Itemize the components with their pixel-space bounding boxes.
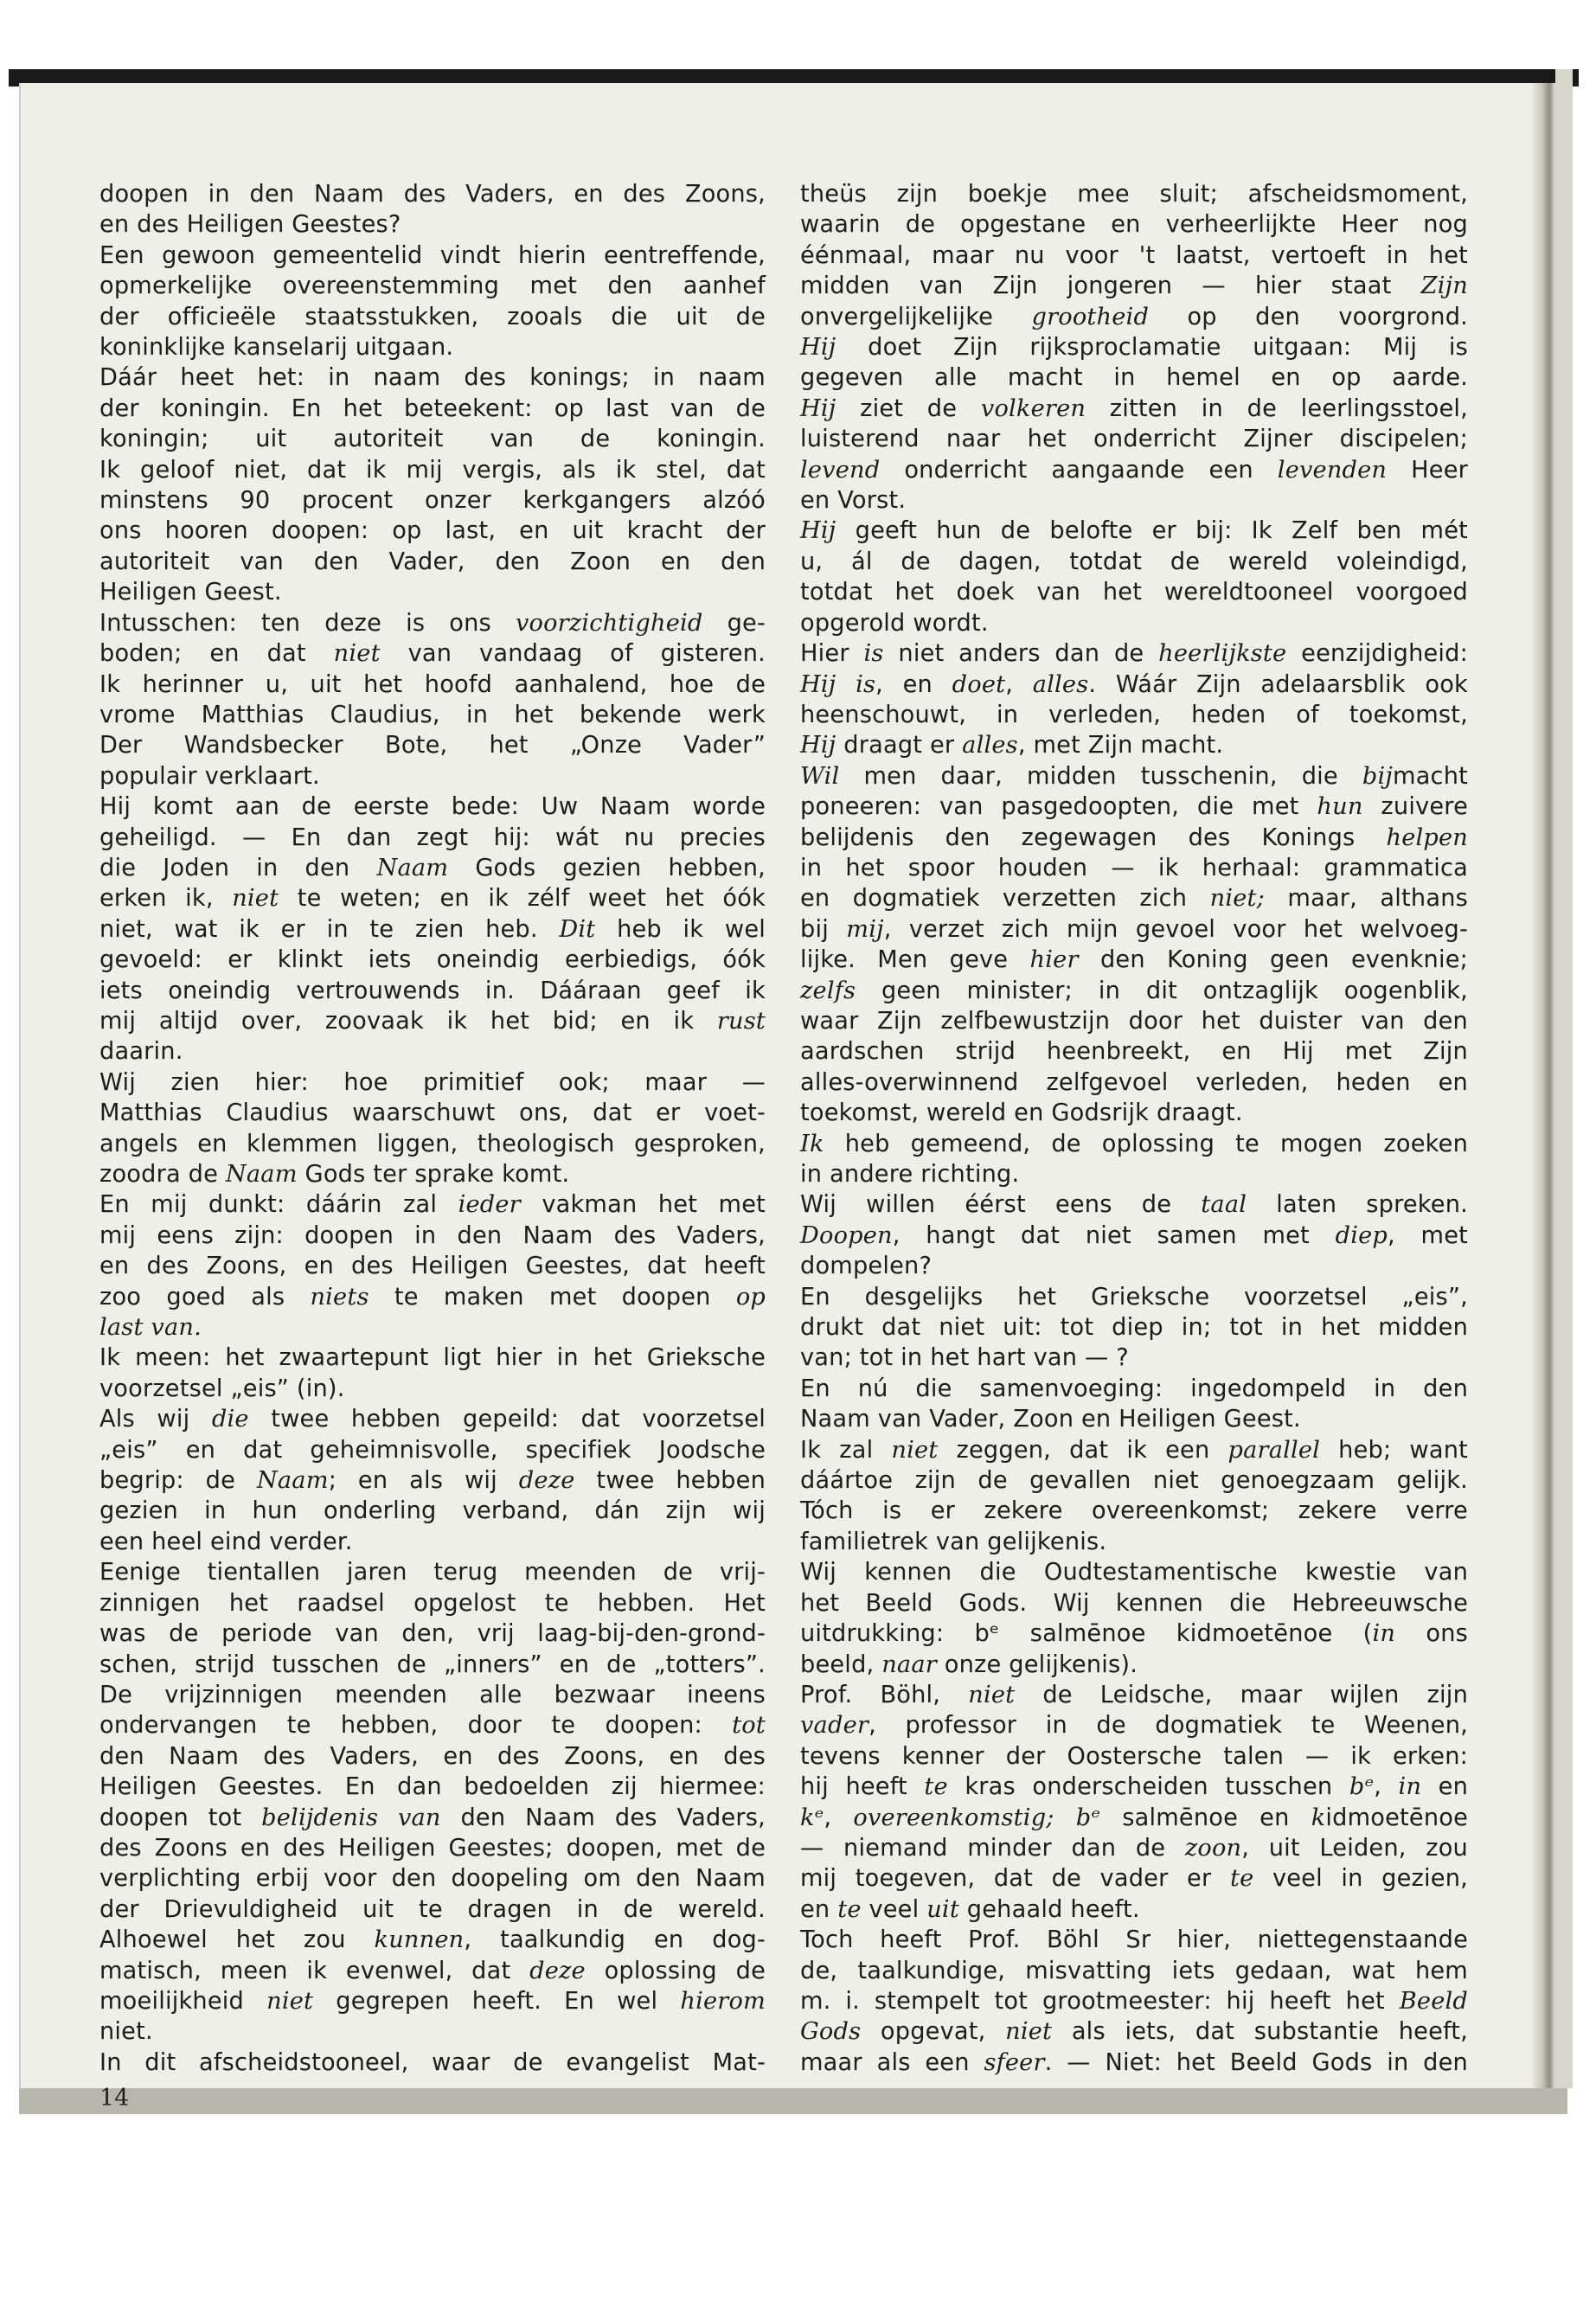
right-column-line: Hij geeft hun de belofte er bij: Ik Zelf ben mét	[800, 517, 1468, 545]
left-column-line: begrip: de Naam; en als wij deze twee hebben	[99, 1467, 766, 1495]
left-column-line: doopen in den Naam des Vaders, en des Zoons,	[99, 181, 766, 208]
left-column-line: des Zoons en des Heiligen Geestes; doopen, met de	[99, 1834, 766, 1862]
page-gutter-edge	[1533, 83, 1555, 2088]
left-column-line: niet.	[99, 2018, 153, 2046]
left-column-line: Alhoewel het zou kunnen, taalkundig en dog-	[99, 1926, 766, 1954]
left-column-line: Heiligen Geestes. En dan bedoelden zij hiermee:	[99, 1773, 766, 1801]
italic-emphasis: zelfs	[800, 977, 856, 1004]
right-column-line: Gods opgevat, niet als iets, dat substantie heeft,	[800, 2018, 1468, 2046]
italic-emphasis: helpen	[1386, 824, 1468, 851]
italic-emphasis: hun	[1317, 793, 1363, 821]
right-column-line: tevens kenner der Oostersche talen — ik erken:	[800, 1742, 1468, 1770]
right-column-line: En desgelijks het Grieksche voorzetsel „eis”,	[800, 1283, 1468, 1311]
right-column-line: mij toegeven, dat de vader er te veel in gezien,	[800, 1865, 1468, 1893]
italic-emphasis: rust	[716, 1007, 766, 1035]
italic-emphasis: Hij	[800, 732, 836, 760]
italic-emphasis: niet	[891, 1436, 939, 1464]
italic-emphasis: bij	[1362, 762, 1394, 790]
left-column-line: Een gewoon gemeentelid vindt hierin eentreffende,	[99, 241, 766, 269]
right-column-line: Hij ziet de volkeren zitten in de leerlingsstoel,	[800, 394, 1469, 422]
left-column-line: der koningin. En het beteekent: op last van de	[99, 394, 766, 422]
italic-emphasis: Hij	[800, 394, 836, 422]
right-column-line: uitdrukking: bᵉ salmēnoe kidmoetēnoe (in ons	[800, 1620, 1468, 1648]
italic-emphasis: niet	[968, 1681, 1016, 1708]
left-column-line: opmerkelijke overeenstemming met den aanhef	[99, 272, 766, 300]
right-column-line: Wij willen éérst eens de taal laten spreken.	[800, 1191, 1468, 1219]
right-column-line: familietrek van gelijkenis.	[800, 1528, 1107, 1555]
left-column-line: was de periode van den, vrij laag-bij-den-grond-	[99, 1620, 766, 1648]
italic-emphasis: ieder	[458, 1191, 521, 1219]
right-column-line: luisterend naar het onderricht Zijner discipelen;	[800, 426, 1468, 453]
italic-emphasis: hierom	[680, 1987, 766, 2015]
italic-emphasis: Zijn	[1420, 272, 1468, 300]
left-text-column	[99, 179, 766, 2078]
italic-emphasis: sfeer	[984, 2048, 1045, 2076]
italic-emphasis: bᵉ	[1349, 1773, 1375, 1801]
right-column-line: en dogmatiek verzetten zich niet; maar, althans	[800, 885, 1468, 913]
italic-emphasis: voorzichtigheid	[515, 609, 703, 637]
right-column-line: waarin de opgestane en verheerlijkte Heer nog	[800, 211, 1468, 239]
right-column-line: het Beeld Gods. Wij kennen die Hebreeuwsche	[800, 1589, 1468, 1617]
italic-emphasis: heerlijkste	[1158, 640, 1287, 668]
italic-emphasis: Hij	[800, 517, 836, 545]
italic-emphasis: tot	[732, 1712, 766, 1740]
italic-emphasis: Naam	[256, 1467, 329, 1495]
left-column-line: schen, strijd tusschen de „inners” en de „totters”.	[99, 1650, 766, 1678]
right-column-line: dáártoe zijn de gevallen niet genoegzaam gelijk.	[800, 1467, 1468, 1495]
right-column-line: de, taalkundige, misvatting iets gedaan, wat hem	[800, 1957, 1468, 1984]
italic-emphasis: niet	[232, 885, 279, 913]
right-column-line: belijdenis den zegewagen des Konings helpen	[800, 824, 1468, 851]
right-column-line: heenschouwt, in verleden, heden of toekomst,	[800, 701, 1468, 728]
italic-emphasis: Doopen	[800, 1221, 893, 1249]
left-column-line: daarin.	[99, 1038, 183, 1066]
left-column-line: erken ik, niet te weten; en ik zélf weet het óók	[99, 885, 766, 913]
left-column-line: der Drievuldigheid uit te dragen in de wereld.	[99, 1895, 766, 1923]
italic-emphasis: volkeren	[980, 394, 1086, 422]
italic-emphasis: te	[837, 1895, 862, 1923]
right-column-line: Doopen, hangt dat niet samen met diep, met	[800, 1221, 1468, 1249]
left-column-line: populair verklaart.	[99, 762, 320, 790]
italic-emphasis: diep	[1335, 1221, 1388, 1249]
right-column-line: onvergelijkelijke grootheid op den voorgrond.	[800, 303, 1468, 330]
left-column-line: een heel eind verder.	[99, 1528, 353, 1555]
right-column-line: aardschen strijd heenbreekt, en Hij met Zijn	[800, 1038, 1468, 1066]
left-column-line: Heiligen Geest.	[99, 579, 282, 606]
right-column-line: — niemand minder dan de zoon, uit Leiden, zou	[800, 1834, 1468, 1862]
italic-emphasis: mij	[846, 915, 884, 943]
italic-emphasis: Naam	[376, 854, 449, 881]
italic-emphasis: niet	[266, 1987, 314, 2015]
left-column-line	[99, 1312, 766, 1343]
right-column-line: van; tot in het hart van — ?	[800, 1344, 1129, 1372]
italic-emphasis: niets	[310, 1283, 369, 1311]
left-column-line: der officieële staatsstukken, zooals die uit de	[99, 303, 766, 330]
right-column-line: zelfs geen minister; in dit ontzaglijk oogenblik,	[800, 977, 1468, 1004]
scan-border-right	[1555, 69, 1573, 2088]
left-column-line: Der Wandsbecker Bote, het „Onze Vader”	[99, 732, 766, 760]
right-column-line: Ik zal niet zeggen, dat ik een parallel heb; want	[800, 1436, 1468, 1464]
italic-emphasis: die	[211, 1406, 249, 1433]
left-column-line: vrome Matthias Claudius, in het bekende werk	[99, 701, 766, 728]
left-column-line: matisch, meen ik evenwel, dat deze oplossing de	[99, 1957, 766, 1984]
right-column-line: Toch heeft Prof. Böhl Sr hier, niettegenstaande	[800, 1926, 1468, 1954]
italic-emphasis: alles	[1032, 670, 1089, 698]
left-column-line: verplichting erbij voor den doopeling om den Naam	[99, 1865, 766, 1893]
left-column-line: niet, wat ik er in te zien heb. Dit heb ik wel	[99, 915, 766, 943]
right-column-line: gegeven alle macht in hemel en op aarde.	[800, 364, 1468, 392]
left-column-line: Matthias Claudius waarschuwt ons, dat er voet-	[99, 1099, 766, 1127]
left-column-line: In dit afscheidstooneel, waar de evangelist Mat-	[99, 2048, 766, 2076]
left-column-line: Ik geloof niet, dat ik mij vergis, als ik stel, dat	[99, 456, 766, 484]
left-column-line: voorzetsel „eis” (in).	[99, 1375, 345, 1402]
italic-emphasis: hier	[1029, 946, 1079, 974]
left-column-line: koninklijke kanselarij uitgaan.	[99, 334, 454, 362]
italic-emphasis: Hij	[800, 334, 836, 362]
right-column-line: opgerold wordt.	[800, 609, 989, 637]
left-column-line: mij eens zijn: doopen in den Naam des Vaders,	[99, 1221, 766, 1249]
italic-emphasis: zoon	[1184, 1834, 1242, 1862]
italic-emphasis: deze	[529, 1957, 586, 1984]
italic-emphasis: deze	[518, 1467, 575, 1495]
italic-emphasis: Naam	[225, 1161, 298, 1188]
right-column-line: totdat het doek van het wereldtooneel voorgoed	[800, 579, 1468, 606]
left-column-line: geheiligd. — En dan zegt hij: wát nu precies	[99, 824, 766, 851]
right-column-line: Naam van Vader, Zoon en Heiligen Geest.	[800, 1406, 1301, 1433]
italic-emphasis: kunnen	[374, 1926, 465, 1954]
italic-emphasis: vader	[800, 1712, 869, 1740]
left-column-line: Ik meen: het zwaartepunt ligt hier in het Grieksche	[99, 1344, 766, 1372]
left-column-line: De vrijzinnigen meenden alle bezwaar ineens	[99, 1681, 766, 1708]
right-column-line: u, ál de dagen, totdat de wereld voleindigd,	[800, 548, 1468, 575]
left-column-line: Als wij die twee hebben gepeild: dat voorzetsel	[99, 1406, 766, 1433]
right-column-line: kᵉ, overeenkomstig; bᵉ salmēnoe en kidmoetēnoe	[800, 1804, 1469, 1831]
italic-emphasis: naar	[881, 1650, 937, 1678]
italic-emphasis: belijdenis van	[261, 1804, 441, 1831]
right-column-line: vader, professor in de dogmatiek te Weenen,	[800, 1712, 1468, 1740]
italic-emphasis: bᵉ	[1075, 1804, 1101, 1831]
scan-border-bottom	[19, 2088, 1567, 2114]
left-column-line: den Naam des Vaders, en des Zoons, en des	[99, 1742, 766, 1770]
left-column-line: angels en klemmen liggen, theologisch gesproken,	[99, 1130, 766, 1157]
left-column-line: „eis” en dat geheimnisvolle, specifiek Joodsche	[99, 1436, 766, 1464]
italic-emphasis: parallel	[1227, 1436, 1321, 1464]
left-column-line: gevoeld: er klinkt iets oneindig eerbiedigs, óók	[99, 946, 766, 974]
left-column-line: ons hooren doopen: op last, en uit kracht der	[99, 517, 766, 545]
left-column-line: zoodra de Naam Gods ter sprake komt.	[99, 1161, 570, 1188]
left-column-line: doopen tot belijdenis van den Naam des Vaders,	[99, 1804, 766, 1831]
right-column-line: Prof. Böhl, niet de Leidsche, maar wijlen zijn	[800, 1681, 1468, 1708]
right-column-line: drukt dat niet uit: tot diep in; tot in het midden	[800, 1314, 1468, 1342]
right-column-line: Hij draagt er alles, met Zijn macht.	[800, 732, 1224, 760]
right-column-line: beeld, naar onze gelijkenis).	[800, 1650, 1138, 1678]
italic-emphasis: Ik	[800, 1130, 824, 1157]
italic-emphasis: taal	[1201, 1191, 1247, 1219]
left-column-line: zoo goed als niets te maken met doopen op	[99, 1283, 766, 1311]
right-column-line: éénmaal, maar nu voor 't laatst, vertoeft in het	[800, 241, 1468, 269]
left-column-line: koningin; uit autoriteit van de koningin.	[99, 426, 766, 453]
right-column-line: Wil men daar, midden tusschenin, die bijmacht	[800, 762, 1468, 790]
italic-emphasis: te	[1229, 1865, 1254, 1893]
right-column-line: maar als een sfeer. — Niet: het Beeld Gods in den	[800, 2048, 1468, 2076]
italic-emphasis: Gods	[800, 2018, 862, 2046]
left-column-line: Ik herinner u, uit het hoofd aanhalend, hoe de	[99, 670, 766, 698]
right-column-line: en Vorst.	[800, 487, 907, 515]
italic-emphasis: niet;	[1209, 885, 1265, 913]
right-column-line: lijke. Men geve hier den Koning geen evenknie;	[800, 946, 1468, 974]
left-column-line: Wij zien hier: hoe primitief ook; maar —	[99, 1068, 766, 1096]
italic-emphasis: Hij is	[800, 670, 876, 698]
italic-emphasis: grootheid	[1031, 303, 1150, 330]
right-column-line: Ik heb gemeend, de oplossing te mogen zoeken	[800, 1130, 1468, 1157]
italic-emphasis: kᵉ	[800, 1804, 824, 1831]
italic-emphasis: op	[735, 1283, 766, 1311]
right-column-line: Wij kennen die Oudtestamentische kwestie van	[800, 1559, 1468, 1586]
right-text-column	[800, 179, 1468, 2078]
right-column-line: theüs zijn boekje mee sluit; afscheidsmoment,	[800, 181, 1468, 208]
italic-emphasis: Beeld	[1399, 1987, 1468, 2015]
right-column-line: Tóch is er zekere overeenkomst; zekere verre	[800, 1497, 1468, 1525]
left-column-line: minstens 90 procent onzer kerkgangers alzóó	[99, 487, 766, 515]
right-column-line: En nú die samenvoeging: ingedompeld in den	[800, 1375, 1468, 1402]
left-column-line: gezien in hun onderling verband, dán zijn wij	[99, 1497, 766, 1525]
right-column-line: levend onderricht aangaande een levenden Heer	[800, 456, 1469, 484]
italic-emphasis: k	[1311, 1804, 1326, 1831]
left-column-line: boden; en dat niet van vandaag of gisteren.	[99, 640, 766, 668]
italic-emphasis: niet	[1005, 2018, 1053, 2046]
italic-emphasis: last van.	[99, 1314, 202, 1342]
right-column-line: dompelen?	[800, 1253, 933, 1280]
left-column-line: en des Heiligen Geestes?	[99, 211, 401, 239]
right-column-line: Hij doet Zijn rijksproclamatie uitgaan: Mij is	[800, 334, 1468, 362]
italic-emphasis: te	[924, 1773, 948, 1801]
italic-emphasis: Dit	[559, 915, 596, 943]
right-column-line: poneeren: van pasgedoopten, die met hun zuivere	[800, 793, 1469, 821]
right-column-line: in andere richting.	[800, 1161, 1020, 1188]
italic-emphasis: is	[863, 640, 884, 668]
right-column-line: waar Zijn zelfbewustzijn door het duister van den	[800, 1007, 1468, 1035]
italic-emphasis: alles	[962, 732, 1018, 760]
italic-emphasis: Wil	[800, 762, 840, 790]
page-number: 14	[99, 2085, 130, 2112]
left-column-line: moeilijkheid niet gegrepen heeft. En wel hierom	[99, 1987, 766, 2015]
italic-emphasis: levenden	[1277, 456, 1388, 484]
right-column-line: in het spoor houden — ik herhaal: grammatica	[800, 854, 1468, 881]
left-column-line: ondervangen te hebben, door te doopen: tot	[99, 1712, 766, 1740]
right-column-line: alles-overwinnend zelfgevoel verleden, heden en	[800, 1068, 1468, 1096]
right-column-line: Hier is niet anders dan de heerlijkste eenzijdigheid:	[800, 640, 1469, 668]
right-column-line: m. i. stempelt tot grootmeester: hij heeft het Beeld	[800, 1987, 1468, 2015]
left-column-line: Eenige tientallen jaren terug meenden de vrij-	[99, 1559, 766, 1586]
left-column-line: En mij dunkt: dáárin zal ieder vakman het met	[99, 1191, 766, 1219]
left-column-line: Hij komt aan de eerste bede: Uw Naam worde	[99, 793, 766, 821]
left-column-line: Dáár heet het: in naam des konings; in naam	[99, 364, 766, 392]
italic-emphasis: uit	[926, 1895, 959, 1923]
left-column-line: Intusschen: ten deze is ons voorzichtigheid ge-	[99, 609, 766, 637]
right-column-line: midden van Zijn jongeren — hier staat Zijn	[800, 272, 1468, 300]
italic-emphasis: niet	[333, 640, 381, 668]
left-column-line: zinnigen het raadsel opgelost te hebben. Het	[99, 1589, 766, 1617]
left-column-line: iets oneindig vertrouwends in. Dááraan geef ik	[99, 977, 766, 1004]
left-column-line: die Joden in den Naam Gods gezien hebben,	[99, 854, 766, 881]
italic-emphasis: levend	[800, 456, 881, 484]
italic-emphasis: in	[1398, 1773, 1422, 1801]
right-column-line: en te veel uit gehaald heeft.	[800, 1895, 1140, 1923]
left-column-line: en des Zoons, en des Heiligen Geestes, dat heeft	[99, 1253, 766, 1280]
italic-emphasis: in	[1372, 1620, 1396, 1648]
left-column-line: autoriteit van den Vader, den Zoon en den	[99, 548, 766, 575]
right-column-line: bij mij, verzet zich mijn gevoel voor het welvoeg-	[800, 915, 1468, 943]
right-column-line: Hij is, en doet, alles. Wáár Zijn adelaarsblik ook	[800, 670, 1469, 698]
italic-emphasis: overeenkomstig;	[853, 1804, 1054, 1831]
left-column-line: mij altijd over, zoovaak ik het bid; en ik rust	[99, 1007, 766, 1035]
italic-emphasis: doet	[952, 670, 1006, 698]
right-column-line: hij heeft te kras onderscheiden tusschen bᵉ, in en	[800, 1773, 1469, 1801]
right-column-line: toekomst, wereld en Godsrijk draagt.	[800, 1099, 1243, 1127]
